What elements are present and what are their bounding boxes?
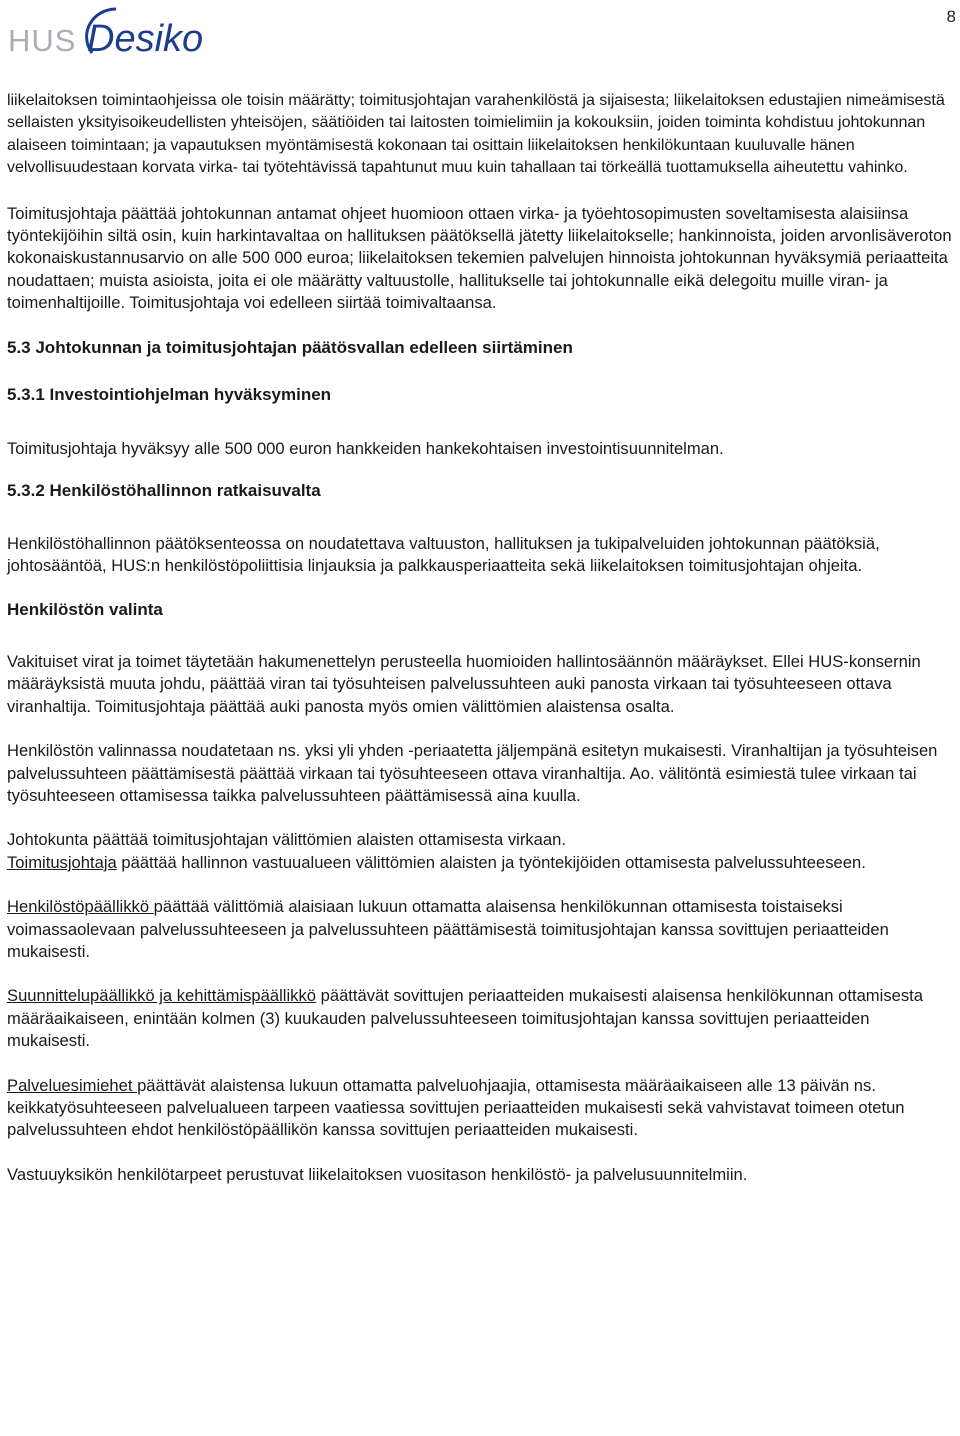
toimitusjohtaja-term: Toimitusjohtaja [7, 852, 117, 872]
logo-hus-text: HUS [8, 23, 77, 58]
paragraph-palveluesimiehet [7, 1075, 957, 1142]
hus-desiko-logo [8, 3, 208, 63]
palveluesimiehet-term: Palveluesimiehet [7, 1075, 138, 1095]
suunnittelupaallikko-term: Suunnittelupäällikkö ja kehittämispäällikkö [7, 986, 317, 1006]
suunnittelupaallikko-text: päättävät sovittujen periaatteiden mukaisesti alaisensa henkilökunnan ottamisesta määräaikaiseen, enintään kolmen (3) kuukauden palvelussuhteeseen toimitusjohtajan kanssa sovittujen periaatteiden mukaisesti. [7, 986, 923, 1051]
paragraph-johtokunta [7, 829, 957, 874]
heading-henkiloston-valinta: Henkilöstön valinta [7, 599, 163, 619]
heading-5-3: 5.3 Johtokunnan ja toimitusjohtajan päätösvallan edelleen siirtäminen [7, 337, 573, 357]
paragraph-vastuuyksikko: Vastuuyksikön henkilötarpeet perustuvat liikelaitoksen vuositason henkilöstö- ja palvelusuunnitelmiin. [7, 1164, 748, 1184]
johtokunta-text: Johtokunta päättää toimitusjohtajan välittömien alaisten ottamisesta virkaan. [7, 830, 566, 850]
henkilostopaallikko-text: päättää välittömiä alaisiaan lukuun ottamatta alaisensa henkilökunnan ottamisesta toistaiseksi voimassaolevaan palvelussuhteeseen ja palvelussuhteen päättämisestä toimitusjohtajan kanssa sovittujen periaatteiden mukaisesti. [7, 897, 889, 961]
paragraph-henkilostopaallikko [7, 896, 957, 963]
logo-desiko-text: Desiko [87, 18, 204, 60]
paragraph-vakituiset-virat: Vakituiset virat ja toimet täytetään hakumenettelyn perusteella huomioiden hallintosäännön määräykset. Ellei HUS-konsernin määräyksistä muuta johdu, päättää viran tai työsuhteisen palvelussuhteen auki panosta virkaan tai työsuhteeseen ottava viranhaltija. Toimitusjohtaja päättää auki panosta myös omien välittömien alaistensa osalta. [7, 651, 921, 716]
paragraph-toimintaohjeet: liikelaitoksen toimintaohjeissa ole toisin määrätty; toimitusjohtajan varahenkilöstä ja sijaisesta; liikelaitoksen edustajien nimeämisestä sellaisten yksityisoikeudellisten yhteisöjen, säätiöiden tai laitosten toimielimiin ja kokouksiin, joiden toiminta kohdistuu johtokunnan alaiseen toimintaan; ja vapautuksen myöntämisestä kokonaan tai osittain liikelaitoksen henkilökuntaan kuuluvalle hänen velvollisuudestaan korvata virka- tai työtehtävissä tapahtunut muu kuin tahallaan tai törkeällä tuottamuksella aiheutettu vahinko. [7, 91, 945, 177]
paragraph-toimitusjohtaja-paattaa: Toimitusjohtaja päättää johtokunnan antamat ohjeet huomioon ottaen virka- ja työehtosopimusten soveltamisesta alaisiinsa työntekijöihin siltä osin, kuin harkintavaltaa on hallituksen päätöksellä jätetty liikelaitokselle; hankinnoista, joiden arvonlisäveroton kokonaiskustannusarvio on alle 500 000 euroa; liikelaitoksen tekemien palvelujen hinnoista johtokunnan hyväksymiä periaatteita noudattaen; muista asioista, joita ei ole määrätty valtuustolle, hallitukselle tai johtokunnalle eikä delegoitu muille viran- ja toimenhaltijoille. Toimitusjohtaja voi edelleen siirtää toimivaltaansa. [7, 203, 952, 313]
page-number: 8 [946, 7, 956, 26]
paragraph-suunnittelupaallikko [7, 985, 957, 1052]
henkilostopaallikko-term: Henkilöstöpäällikkö [7, 897, 154, 917]
paragraph-investointi: Toimitusjohtaja hyväksyy alle 500 000 euron hankkeiden hankekohtaisen investointisuunnitelman. [7, 438, 724, 458]
palveluesimiehet-text: päättävät alaistensa lukuun ottamatta palveluohjaajia, ottamisesta määräaikaiseen alle 13 päivän ns. keikkatyösuhteeseen palvelualueen tarpeen vaatiessa sovittujen periaatteiden mukaisesti sekä vahvistavat toimeen otetun palvelussuhteen ehdot henkilöstöpäällikön kanssa sovittujen periaatteiden mukaisesti. [7, 1075, 905, 1140]
toimitusjohtaja-text: päättää hallinnon vastuualueen välittömien alaisten ja työntekijöiden ottamisesta palvelussuhteeseen. [116, 852, 866, 872]
document-body [7, 89, 957, 1186]
paragraph-henkilostohallinto: Henkilöstöhallinnon päätöksenteossa on noudatettava valtuuston, hallituksen ja tukipalveluiden johtokunnan päätöksiä, johtosääntöä, HUS:n henkilöstöpoliittisia linjauksia ja palkkausperiaatteita sekä liikelaitoksen toimitusjohtajan ohjeita. [7, 534, 880, 576]
heading-5-3-2: 5.3.2 Henkilöstöhallinnon ratkaisuvalta [7, 481, 321, 501]
paragraph-valinnassa: Henkilöstön valinnassa noudatetaan ns. yksi yli yhden -periaatetta jäljempänä esitetyn mukaisesti. Viranhaltijan ja työsuhteisen palvelussuhteen päättämisestä päättää virkaan tai työsuhteeseen ottava viranhaltija. Ao. välitöntä esimiestä tulee virkaan tai työsuhteeseen ottamisessa taikka palvelussuhteen päättämisessä aina kuulla. [7, 741, 938, 805]
heading-5-3-1: 5.3.1 Investointiohjelman hyväksyminen [7, 384, 332, 404]
